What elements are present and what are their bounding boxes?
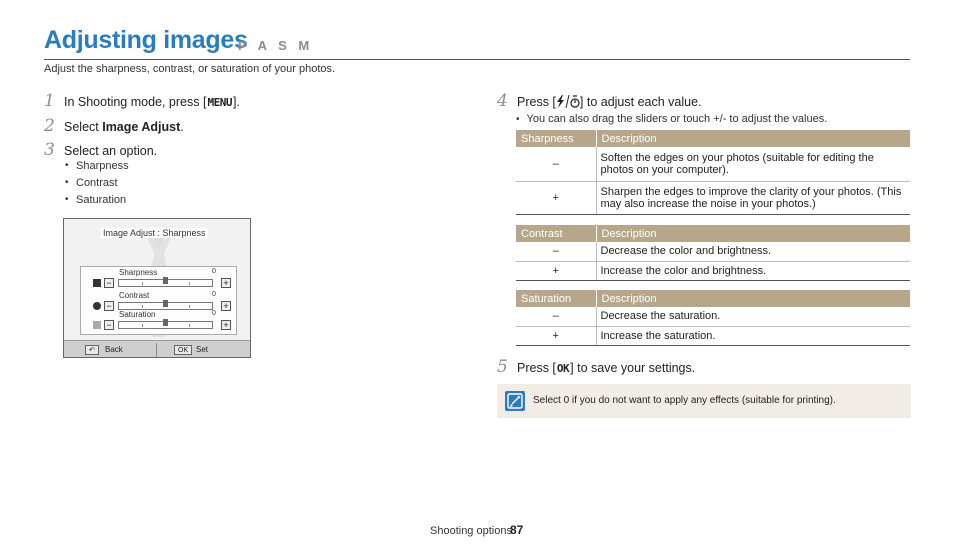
decrease-button[interactable]: −: [104, 278, 114, 288]
step-number: 5: [497, 357, 508, 377]
shooting-modes: P A S M: [238, 38, 314, 53]
bar-divider: [156, 343, 157, 358]
sharpness-slider[interactable]: [118, 279, 213, 287]
table-cell-description: Sharpen the edges to improve the clarity of your photos. (This may also increase the noise in your photos.): [596, 181, 910, 214]
footer-section: Shooting options: [430, 525, 512, 537]
sharpness-table: [516, 130, 910, 215]
step-text: Select an option.: [64, 144, 158, 158]
table-cell-description: Decrease the saturation.: [596, 307, 910, 326]
slider-tick: [189, 305, 190, 308]
step-number: 3: [44, 140, 55, 160]
increase-button[interactable]: +: [221, 278, 231, 288]
table-row: [516, 326, 910, 345]
saturation-icon: [93, 321, 101, 329]
table-cell-value: –: [516, 242, 596, 261]
table-cell-description: Increase the color and brightness.: [596, 261, 910, 280]
table-cell-value: +: [516, 181, 596, 214]
step-text-part: ].: [232, 95, 240, 109]
list-item: • Sharpness: [65, 160, 129, 177]
step-text-part: Press [: [517, 361, 556, 375]
table-header: Saturation: [516, 290, 596, 307]
slider-value: 0: [212, 291, 216, 298]
list-item: • Saturation: [65, 194, 129, 211]
saturation-slider[interactable]: [118, 321, 213, 329]
contrast-icon: [93, 302, 101, 310]
step-3: [44, 140, 157, 160]
table-header: Sharpness: [516, 130, 596, 147]
step-text-part: Press [: [517, 95, 556, 109]
table-header-row: [516, 225, 910, 242]
slider-row-sharpness: [81, 268, 238, 290]
set-label: Set: [196, 345, 209, 354]
step-text: [517, 95, 702, 109]
option-list: [65, 160, 129, 211]
step-text-part: ] to save your settings.: [570, 361, 696, 375]
step-text-part: In Shooting mode, press [: [64, 95, 207, 109]
step-text: [64, 95, 240, 109]
page-number: 87: [510, 523, 524, 537]
title-divider: [44, 59, 910, 60]
camera-screen-label: Image Adjust : Sharpness: [103, 228, 206, 238]
table-cell-description: Soften the edges on your photos (suitable for editing the photos on your computer).: [596, 147, 910, 181]
table-row: [516, 147, 910, 181]
increase-button[interactable]: +: [221, 320, 231, 330]
table-row: [516, 181, 910, 214]
table-row: [516, 261, 910, 280]
contrast-table: [516, 225, 910, 281]
table-header: Description: [596, 290, 910, 307]
slider-knob[interactable]: [163, 300, 168, 307]
slider-knob[interactable]: [163, 319, 168, 326]
table-cell-value: +: [516, 261, 596, 280]
page-title: Adjusting images: [44, 26, 248, 54]
step-text-part: .: [180, 120, 184, 134]
tip-box: [497, 384, 911, 418]
tip-text: Select 0 if you do not want to apply any effects (suitable for printing).: [533, 395, 836, 406]
camera-screen-illustration: [63, 218, 251, 358]
note-pencil-icon: [505, 391, 525, 411]
step-1: [44, 91, 240, 111]
table-cell-value: –: [516, 307, 596, 326]
adjustment-panel: [80, 266, 237, 335]
saturation-table: [516, 290, 910, 346]
slider-value: 0: [212, 310, 216, 317]
page-subtitle: Adjust the sharpness, contrast, or saturation of your photos.: [44, 63, 336, 75]
ok-button-icon: OK: [556, 362, 570, 375]
table-row: [516, 242, 910, 261]
table-header: Contrast: [516, 225, 596, 242]
table-cell-value: +: [516, 326, 596, 345]
table-header: Description: [596, 130, 910, 147]
table-cell-value: –: [516, 147, 596, 181]
slider-tick: [142, 282, 143, 285]
decrease-button[interactable]: −: [104, 301, 114, 311]
back-label: Back: [105, 345, 123, 354]
slider-tick: [189, 324, 190, 327]
slider-label: Saturation: [119, 310, 156, 319]
flash-timer-icon: [556, 95, 580, 108]
contrast-slider[interactable]: [118, 302, 213, 310]
slider-tick: [142, 324, 143, 327]
step-4: [497, 91, 702, 111]
slider-value: 0: [212, 268, 216, 275]
slider-label: Contrast: [119, 291, 150, 300]
slider-row-saturation: [81, 310, 238, 332]
step-text: [517, 361, 695, 375]
slider-label: Sharpness: [119, 268, 158, 277]
step-2: [44, 116, 184, 136]
list-item: • Contrast: [65, 177, 129, 194]
step-number: 2: [44, 116, 55, 136]
table-header: Description: [596, 225, 910, 242]
slider-tick: [189, 282, 190, 285]
step-number: 4: [497, 91, 508, 111]
slider-knob[interactable]: [163, 277, 168, 284]
table-header-row: [516, 290, 910, 307]
step-5: [497, 357, 695, 377]
table-header-row: [516, 130, 910, 147]
step-4-note: • You can also drag the sliders or touch +/- to adjust the values.: [516, 113, 827, 125]
back-key-icon[interactable]: ↶: [85, 345, 99, 355]
camera-bottom-bar: [64, 340, 251, 358]
step-text: [64, 120, 184, 134]
step-text-part: Select: [64, 120, 103, 134]
decrease-button[interactable]: −: [104, 320, 114, 330]
sharpness-icon: [93, 279, 101, 287]
ok-key-icon[interactable]: OK: [174, 345, 192, 355]
step-number: 1: [44, 91, 55, 111]
table-cell-description: Decrease the color and brightness.: [596, 242, 910, 261]
menu-item-name: Image Adjust: [102, 120, 181, 134]
increase-button[interactable]: +: [221, 301, 231, 311]
table-row: [516, 307, 910, 326]
step-text-part: ] to adjust each value.: [579, 95, 702, 109]
menu-button-icon: MENU: [207, 96, 232, 109]
slider-tick: [142, 305, 143, 308]
table-cell-description: Increase the saturation.: [596, 326, 910, 345]
